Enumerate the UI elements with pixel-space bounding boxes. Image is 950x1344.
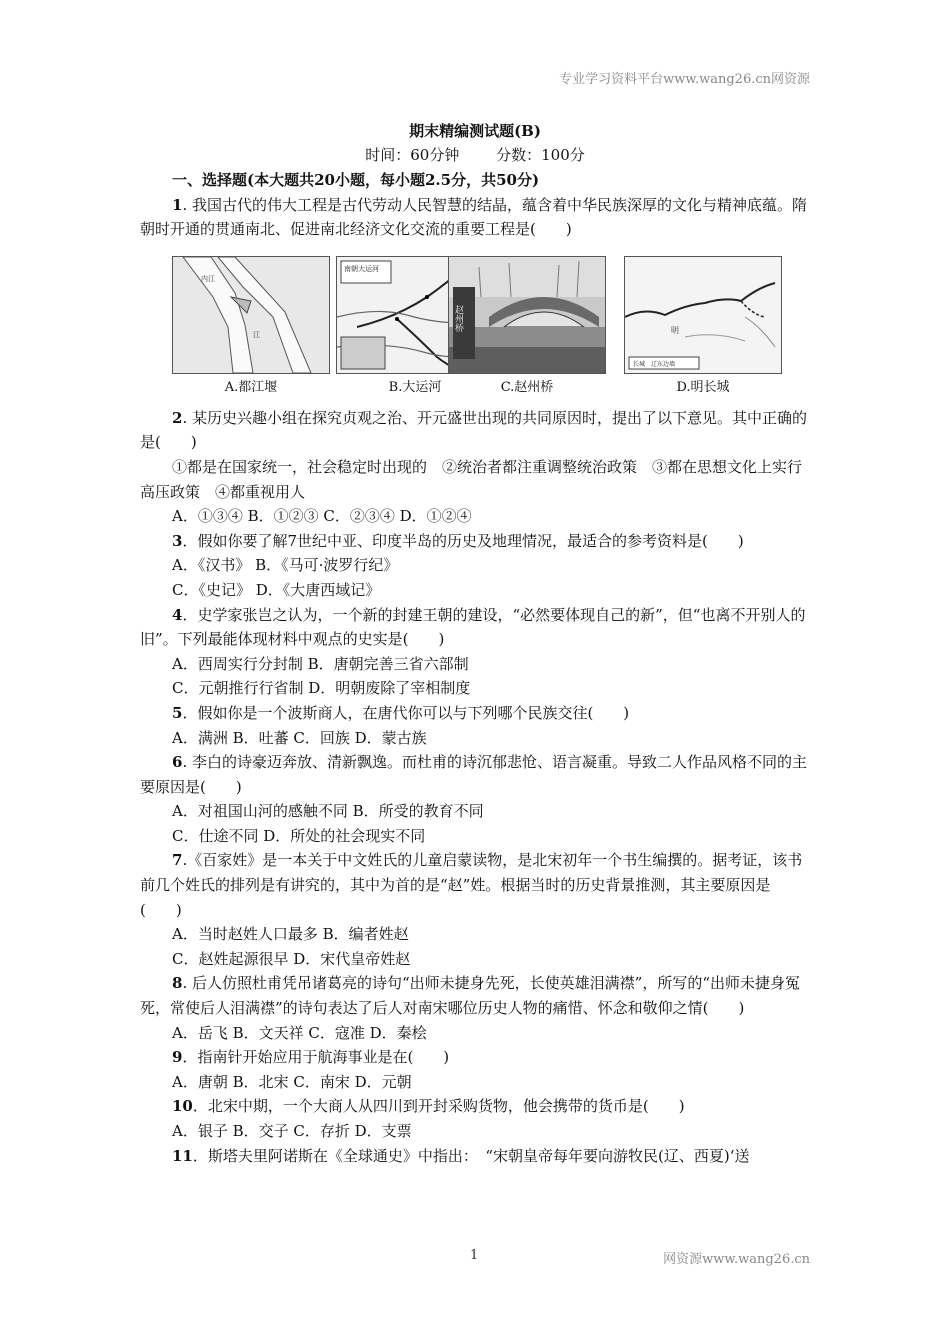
exam-content [140,168,812,1168]
question-number: 10 [172,1097,193,1116]
question-text: ．北宋中期，一个大商人从四川到开封采购货物，他会携带的货币是( ) [192,1097,685,1116]
figure-d [624,256,782,401]
figure-caption: C.赵州桥 [500,379,554,395]
question-number: 11 [172,1146,193,1165]
question-options: C．《史记》 D．《大唐西域记》 [172,580,381,599]
question-2 [140,406,812,455]
question-number: 9 [172,1048,183,1067]
question-10 [140,1094,812,1119]
question-number: 3 [172,531,183,550]
zhaozhou-bridge-photo-icon [448,256,606,374]
page-number: 1 [470,1248,479,1263]
question-options: A．唐朝 B．北宋 C．南宋 D．元朝 [172,1072,412,1091]
dujiangyan-map-icon [172,256,330,374]
question-text: . 某历史兴趣小组在探究贞观之治、开元盛世出现的共同原因时，提出了以下意见。其中正确的是( ) [140,408,807,452]
question-3 [140,529,812,554]
svg-text:江: 江 [253,330,260,339]
question-number: 2 [172,408,183,427]
question-text: . 后人仿照杜甫凭吊诸葛亮的诗句“出师未捷身先死，长使英雄泪满襟”，所写的“出师未捷身冤死，常使后人泪满襟”的诗句表达了后人对南宋哪位历史人物的痛惜、怀念和敬仰之情( ) [140,974,800,1018]
bridge-sign: 赵州桥 [453,304,463,332]
figure-a [172,256,330,401]
question-options: A．对祖国山河的感触不同 B．所受的教育不同 [172,802,484,821]
question-number: 5 [172,703,183,722]
question-11 [140,1144,812,1169]
question-number: 8 [172,974,183,993]
question-number: 6 [172,753,183,772]
great-wall-map-icon [624,256,782,374]
question-text: ．史学家张岂之认为，一个新的封建王朝的建设，“必然要体现自己的新”，但“也离不开别人的旧”。下列最能体现材料中观点的史实是( ) [140,605,806,649]
exam-title: 期末精编测试题(B) [409,122,541,140]
question-text: ．斯塔夫里阿诺斯在《全球通史》中指出： “宋朝皇帝每年要向游牧民(辽、西夏)‘送 [192,1146,750,1165]
exam-time: 时间：60分钟 [365,146,460,164]
wall-legend: 长城 辽东边墙 [633,360,676,368]
q1-figures [140,250,812,400]
question-9 [140,1045,812,1070]
question-text: ．假如你是一个波斯商人，在唐代你可以与下列哪个民族交往( ) [182,703,630,722]
question-number: 1 [172,195,183,214]
figure-caption: A.都江堰 [224,379,278,395]
question-text: .《百家姓》是一本关于中文姓氏的儿童启蒙读物，是北宋初年一个书生编撰的。据考证，该书前几个姓氏的排列是有讲究的，其中为首的是“赵”姓。根据当时的历史背景推测，其主要原因是( ) [140,851,803,919]
question-text: . 李白的诗豪迈奔放、清新飘逸。而杜甫的诗沉郁悲怆、语言凝重。导致二人作品风格不同的主要原因是( ) [140,753,807,796]
svg-text:内江: 内江 [201,274,215,283]
figure-caption: B.大运河 [388,379,442,395]
question-text: . 我国古代的伟大工程是古代劳动人民智慧的结晶，蕴含着中华民族深厚的文化与精神底蕴。隋朝时开通的贯通南北、促进南北经济文化交流的重要工程是( ) [140,195,807,239]
question-options: A．西周实行分封制 B．唐朝完善三省六部制 [172,654,469,673]
question-4 [140,603,812,652]
figure-caption: D.明长城 [676,379,730,395]
question-8 [140,971,812,1020]
question-options: C．赵姓起源很早 D．宋代皇帝姓赵 [172,949,411,968]
question-options: A．满洲 B．吐蕃 C．回族 D．蒙古族 [172,728,427,747]
question-options: C．仕途不同 D．所处的社会现实不同 [172,826,426,845]
question-number: 4 [172,605,183,624]
question-6 [140,750,812,799]
question-5 [140,701,812,726]
question-options: A．岳飞 B．文天祥 C．寇准 D．秦桧 [172,1023,427,1042]
question-options: C．元朝推行行省制 D．明朝废除了宰相制度 [172,679,471,698]
question-7 [140,848,812,922]
exam-score: 分数：100分 [496,146,585,164]
question-number: 7 [172,851,183,870]
canal-inset-label: 南朝大运河 [344,264,379,273]
footer-watermark: 网资源www.wang26.cn [663,1252,810,1267]
question-1 [140,193,812,242]
question-options: A．当时赵姓人口最多 B．编者姓赵 [172,925,409,944]
svg-text:明: 明 [671,325,679,335]
header-watermark: 专业学习资料平台www.wang26.cn网资源 [559,72,810,87]
section-heading: 一、选择题(本大题共20小题，每小题2.5分，共50分) [172,171,540,189]
question-text: ．指南针开始应用于航海事业是在( ) [182,1048,450,1067]
question-options: A．银子 B．交子 C．存折 D．支票 [172,1122,412,1140]
question-statements: ①都是在国家统一，社会稳定时出现的 ②统治者都注重调整统治政策 ③都在思想文化上实行高压政策 ④都重视用人 [140,457,803,501]
question-text: ．假如你要了解7世纪中亚、印度半岛的历史及地理情况，最适合的参考资料是( ) [182,531,744,550]
figure-c [448,256,606,401]
question-options: A．①③④ B．①②③ C．②③④ D．①②④ [172,507,472,526]
exam-meta [0,144,950,165]
question-options: A．《汉书》 B．《马可·波罗行纪》 [172,556,399,575]
